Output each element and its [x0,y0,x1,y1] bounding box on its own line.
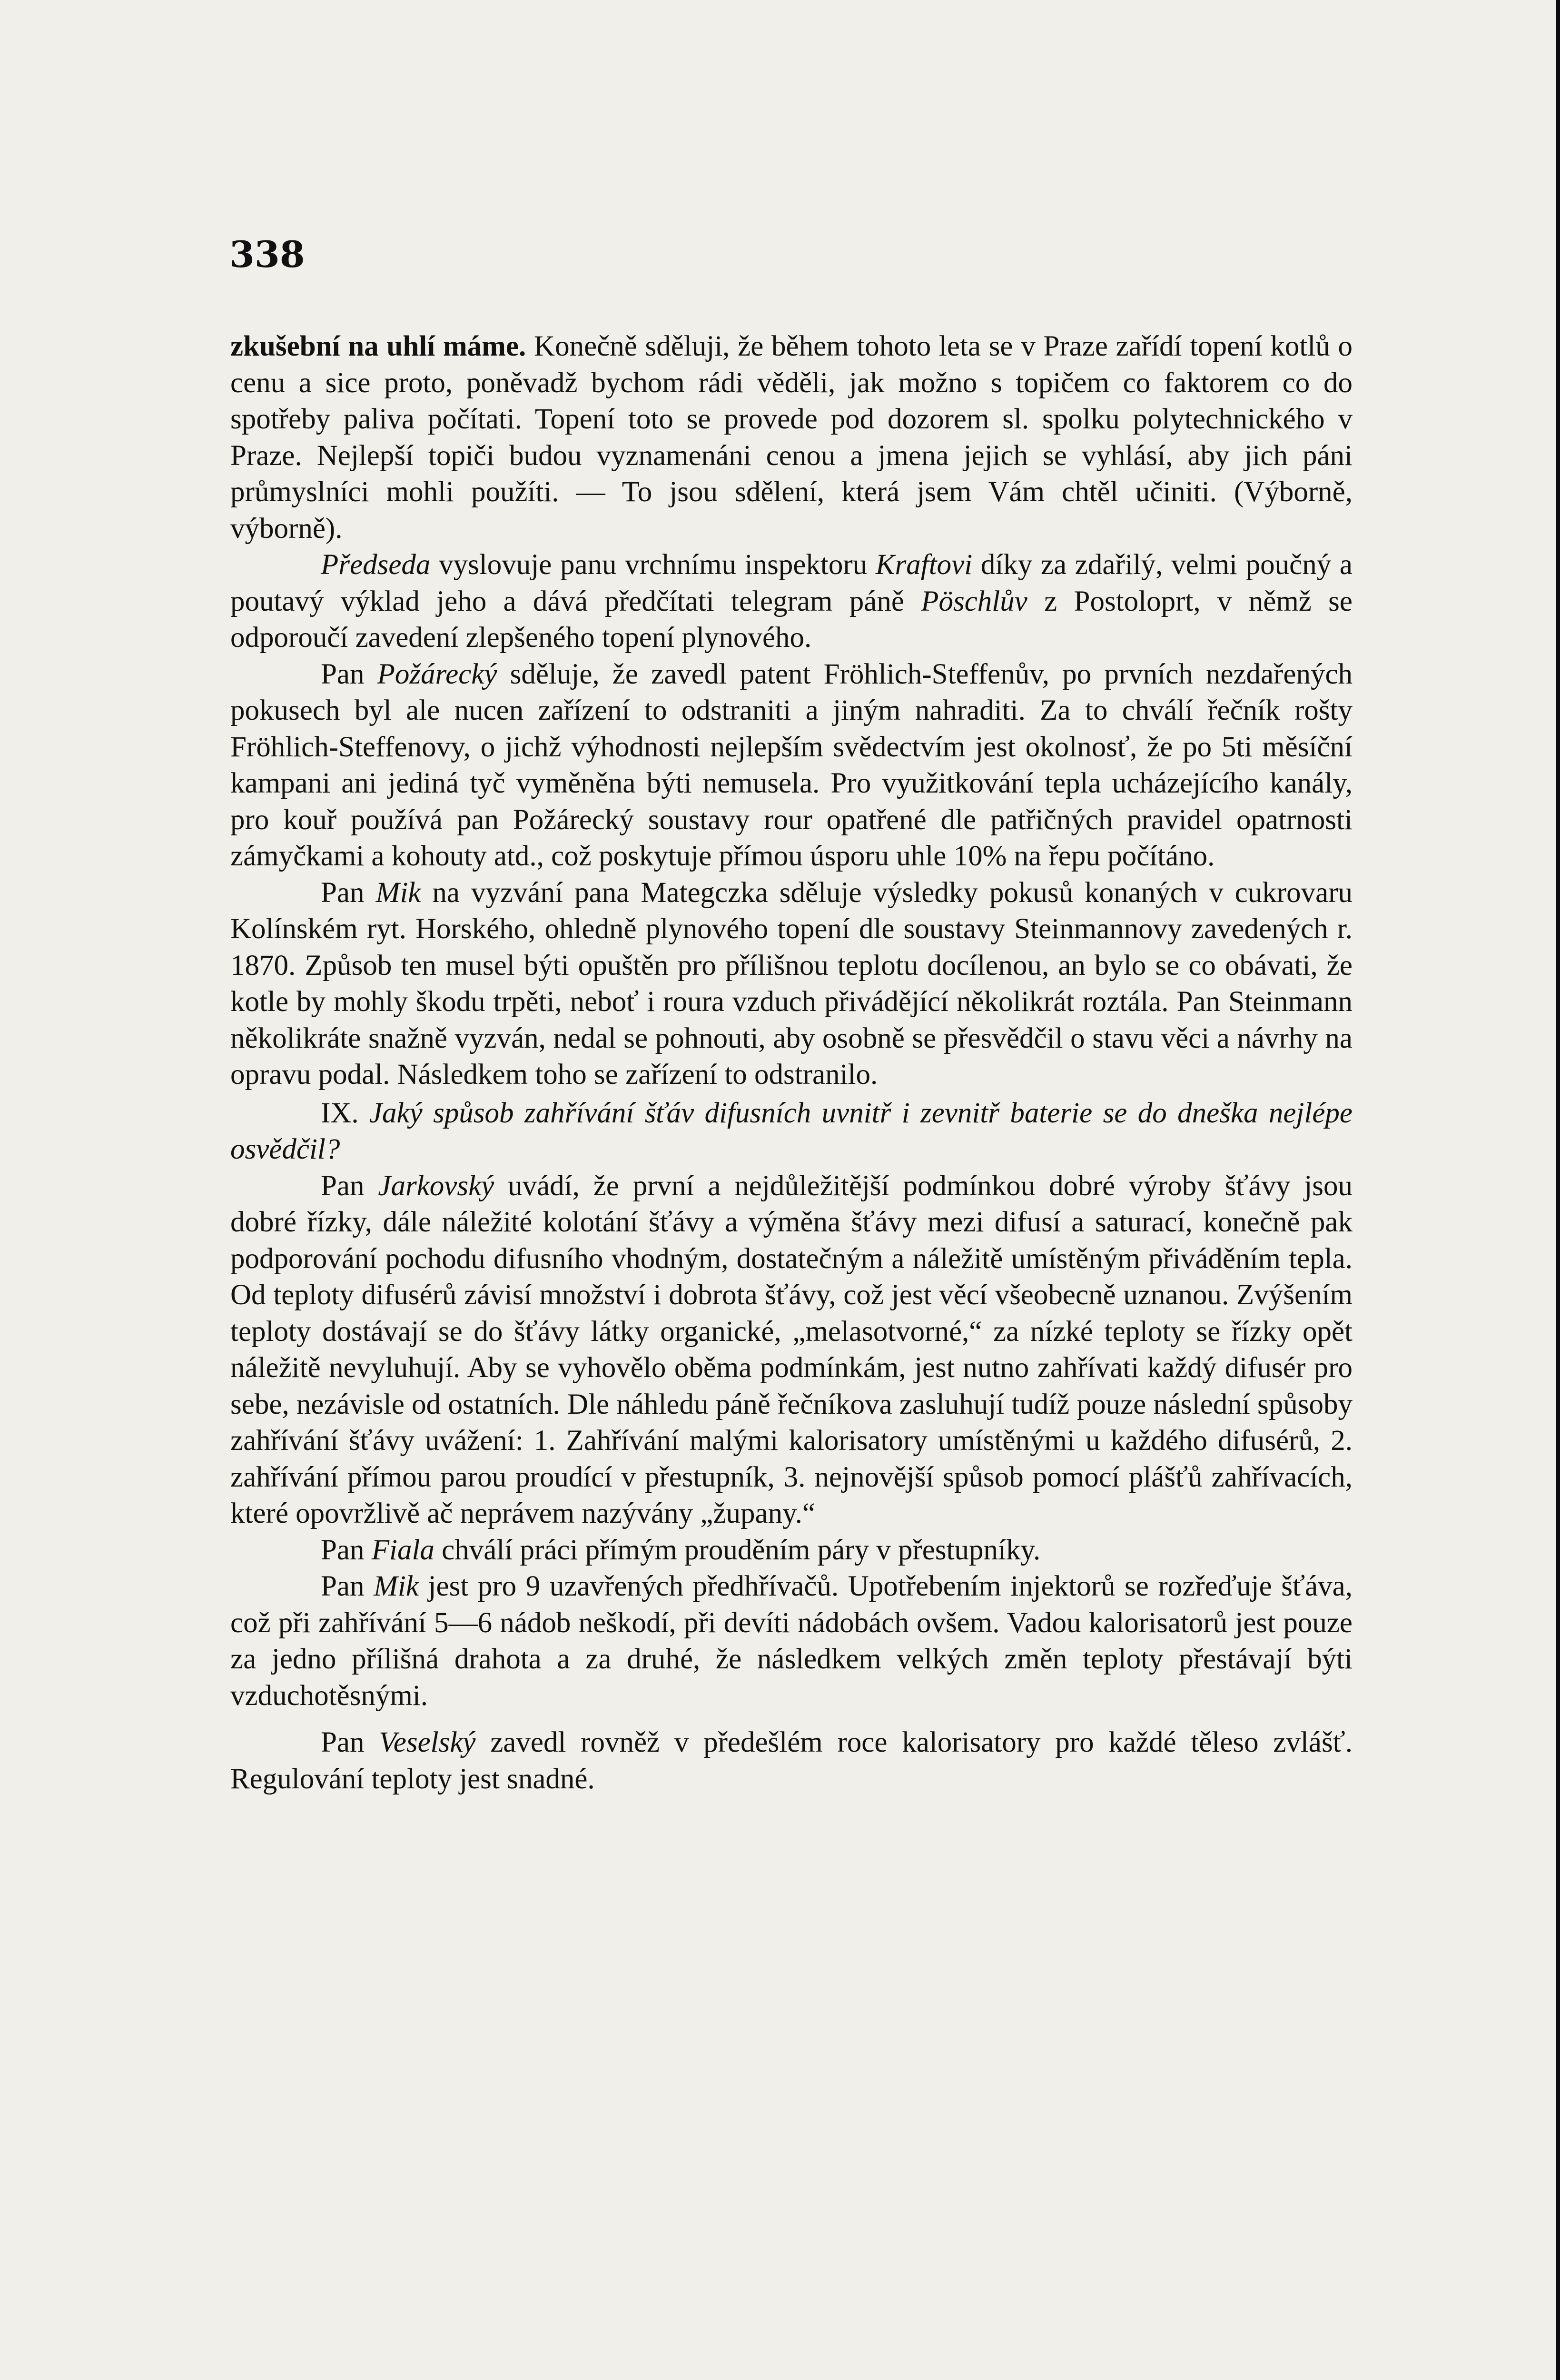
text-run: IX. [321,1097,369,1129]
paragraph [230,328,1353,547]
scan-edge [1556,0,1560,2380]
text-run: Pan [321,1170,378,1202]
paragraph [230,1725,1353,1797]
bold-text: zkušební na uhlí máme. [230,330,526,362]
text-run: Pan [321,658,377,690]
text-run: jest pro 9 uzavřených předhřívačů. Upotřebením injektorů se rozřeďuje šťáva, což při zahřívání 5—6 nádob neškodí, při devíti nádobách ovšem. Vadou kalorisatorů jest pouze za jedno přílišná drahota a za druhé, že následkem velkých změn teploty přestávají býti vzduchotěsnými. [230,1570,1353,1712]
emphasis-text: Předseda [321,549,431,581]
body-text [230,328,1353,1797]
text-run: sděluje, že zavedl patent Fröhlich-Steffenův, po prvních nezdařených pokusech byl ale nucen zařízení to odstraniti a jiným nahraditi. Za to chválí řečník rošty Fröhlich-Steffenovy, o jichž výhodnosti nejlepším svědectvím jest okolnosť, že po 5ti měsíční kampani ani jediná tyč vyměněna býti nemusela. Pro využitkování tepla ucházejícího kanály, pro kouř používá pan Požárecký soustavy rour opatřené dle patřičných pravidel opatrnosti zámyčkami a kohouty atd., což poskytuje přímou úsporu uhle 10% na řepu počítáno. [230,658,1353,872]
text-run: z Postoloprt, v němž se odporoučí zavedení zlepšeného topení plynového. [230,585,1353,654]
text-run: Pan [321,1570,374,1602]
emphasis-text: Veselský [379,1726,476,1758]
paragraph [230,547,1353,656]
text-run: vyslovuje panu vrchnímu inspektoru [430,549,876,581]
section-heading [230,1095,1353,1168]
text-run: na vyzvání pana Mategczka sděluje výsledky pokusů konaných v cukrovaru Kolínském ryt. Horského, ohledně plynového topení dle soustavy Steinmannovy zavedených r. 1870. Způsob ten musel býti opuštěn pro přílišnou teplotu docílenou, an bylo se co obávati, že kotle by mohly škodu trpěti, neboť i roura vzduch přivádějící několikrát roztála. Pan Steinmann několikráte snažně vyzván, nedal se pohnouti, aby osobně se přesvědčil o stavu věci a návrhy na opravu podal. Následkem toho se zařízení to odstranilo. [230,876,1353,1091]
emphasis-text: Požárecký [377,658,497,690]
text-run: Konečně sděluji, že během tohoto leta se v Praze zařídí topení kotlů o cenu a sice proto, poněvadž bychom rádi věděli, jak možno s topičem co faktorem co do spotřeby paliva počítati. Topení toto se provede pod dozorem sl. spolku polytechnického v Praze. Nejlepší topiči budou vyznamenáni cenou a jmena jejich se vyhlásí, aby jich páni průmyslníci mohli použíti. — To jsou sdělení, která jsem Vám chtěl učiniti. (Výborně, výborně). [230,330,1353,545]
paragraph [230,875,1353,1093]
emphasis-text: Mik [374,1570,419,1602]
text-run: Pan [321,1726,379,1758]
text-run: chválí práci přímým prouděním páry v přestupníky. [434,1534,1041,1566]
emphasis-text: Pöschlův [921,585,1027,617]
text-run: zavedl rovněž v předešlém roce kalorisatory pro každé těleso zvlášť. Regulování teploty jest snadné. [230,1726,1353,1795]
emphasis-text: Jaký spůsob zahřívání šťáv difusních uvnitř i zevnitř baterie se do dneška nejlépe osvědčil? [230,1097,1353,1165]
text-run: díky za zdařilý, velmi poučný a poutavý výklad jeho a dává předčítati telegram páně [230,549,1353,617]
emphasis-text: Kraftovi [875,549,973,581]
paragraph [230,1568,1353,1714]
paragraph [230,1168,1353,1532]
emphasis-text: Mik [375,876,421,909]
text-run: uvádí, že první a nejdůležitější podmínkou dobré výroby šťávy jsou dobré řízky, dále náležité kolotání šťávy a výměna šťávy mezi difusí a saturací, konečně pak podporování pochodu difusního vhodným, dostatečným a náležitě umístěným přiváděním tepla. Od teploty difusérů závisí množství i dobrota šťávy, což jest věcí všeobecně uznanou. Zvýšením teploty dostávají se do šťávy látky organické, „melasotvorné,“ za nízké teploty se řízky opět náležitě nevyluhují. Aby se vyhovělo oběma podmínkám, jest nutno zahřívati každý difusér pro sebe, nezávisle od ostatních. Dle náhledu páně řečníkova zasluhují tudíž pouze následní spůsoby zahřívání šťávy uvážení: 1. Zahřívání malými kalorisatory umístěnými u každého difusérů, 2. zahřívání přímou parou proudící v přestupník, 3. nejnovější spůsob pomocí plášťů zahřívacích, které opovržlivě ač neprávem nazývány „župany.“ [230,1170,1353,1529]
emphasis-text: Fiala [371,1534,434,1566]
text-run: Pan [321,876,376,909]
page-number: 338 [229,233,305,276]
emphasis-text: Jarkovský [378,1170,494,1202]
paragraph [230,656,1353,875]
paragraph [230,1532,1353,1569]
text-run: Pan [321,1534,372,1566]
